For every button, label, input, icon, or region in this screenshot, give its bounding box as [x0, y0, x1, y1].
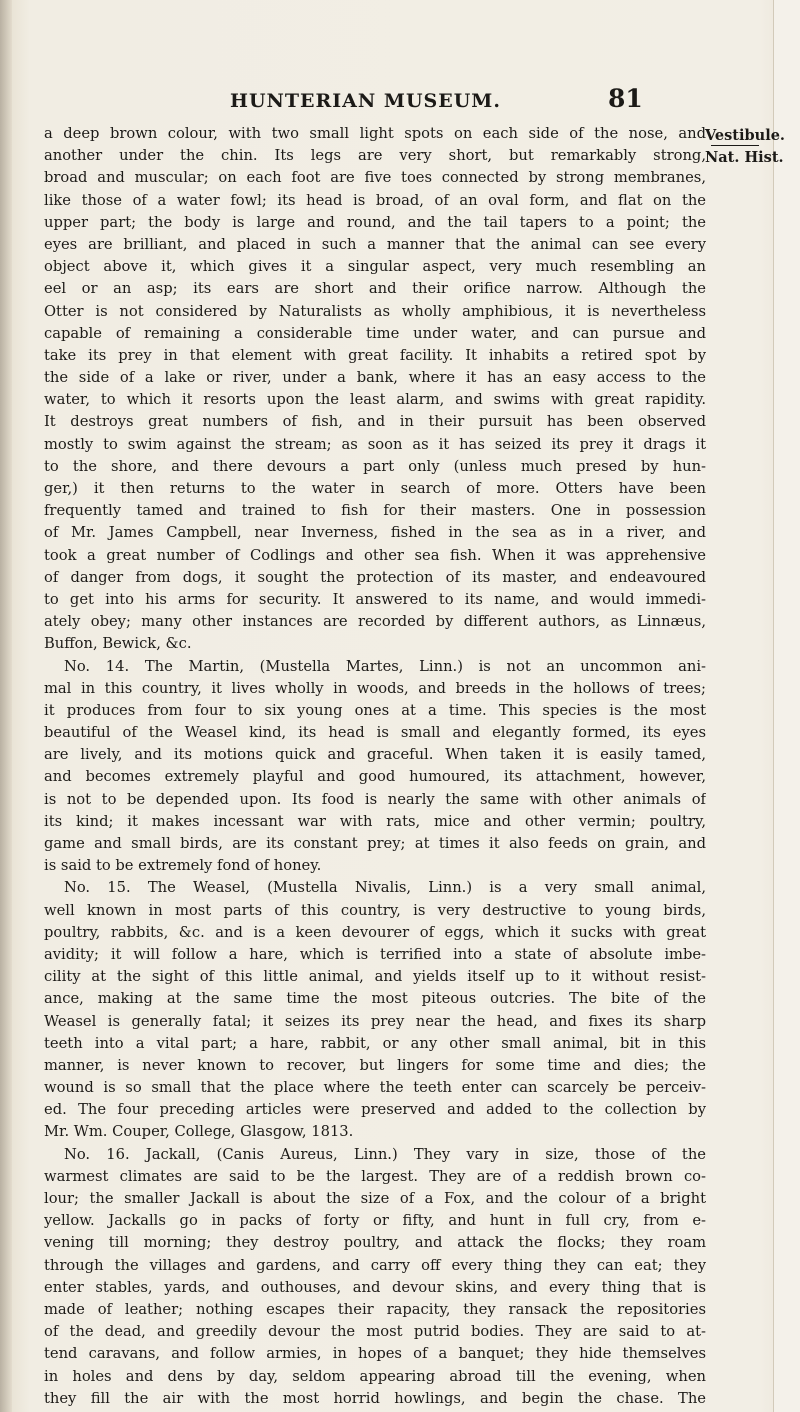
text-line: and becomes extremely playful and good humoured, its attachment, however, — [44, 768, 706, 786]
running-head — [200, 84, 643, 120]
text-line: manner, is never known to recover, but lingers for some time and dies; the — [44, 1056, 706, 1074]
page-number: 81 — [608, 84, 643, 113]
text-line: are lively, and its motions quick and graceful. When taken it is easily tamed, — [44, 746, 706, 764]
text-line: the side of a lake or river, under a bank, where it has an easy access to the — [44, 369, 706, 387]
text-line: another under the chin. Its legs are very short, but remarkably strong, — [44, 147, 706, 165]
text-line: well known in most parts of this country, is very destructive to young birds, — [44, 901, 706, 919]
text-line: yellow. Jackalls go in packs of forty or fifty, and hunt in full cry, from e- — [44, 1212, 706, 1230]
text-line: upper part; the body is large and round, and the tail tapers to a point; the — [44, 213, 706, 231]
text-line: to the shore, and there devours a part only (unless much presed by hun- — [44, 457, 706, 475]
text-line: object above it, which gives it a singular aspect, very much resembling an — [44, 258, 706, 276]
text-line: avidity; it will follow a hare, which is terrified into a state of absolute imbe- — [44, 945, 706, 963]
text-line: frequently tamed and trained to fish for their masters. One in possession — [44, 502, 706, 520]
text-line: broad and muscular; on each foot are five toes connected by strong membranes, — [44, 169, 706, 187]
text-line: game and small birds, are its constant prey; at times it also feeds on grain, and — [44, 835, 706, 852]
text-line: Otter is not considered by Naturalists as wholly amphibious, it is nevertheless — [44, 302, 706, 320]
margin-note-nat-hist-text: Nat. Hist. — [705, 149, 784, 166]
text-line: Buffon, Bewick, &c. — [44, 635, 192, 653]
text-line: took a great number of Codlings and other sea fish. When it was apprehensive — [44, 546, 706, 564]
text-line: No. 16. Jackall, (Canis Aureus, Linn.) They vary in size, those of the — [64, 1145, 706, 1163]
text-line: warmest climates are said to be the largest. They are of a reddish brown co- — [44, 1167, 706, 1185]
text-line: wound is so small that the place where the teeth enter can scarcely be perceiv- — [44, 1079, 706, 1097]
text-line: take its prey in that element with great facility. It inhabits a retired spot by — [44, 346, 706, 364]
text-line: vening till morning; they destroy poultry, and attack the flocks; they roam — [44, 1234, 706, 1252]
text-line: its kind; it makes incessant war with rats, mice and other vermin; poultry, — [44, 812, 706, 830]
text-line: is said to be extremely fond of honey. — [44, 857, 322, 875]
body-text — [44, 123, 706, 1410]
text-line: mal in this country, it lives wholly in woods, and breeds in the hollows of trees; — [44, 679, 706, 697]
text-line: beautiful of the Weasel kind, its head is small and elegantly formed, its eyes — [44, 724, 706, 742]
text-line: No. 14. The Martin, (Mustella Martes, Linn.) is not an uncommon ani- — [64, 657, 706, 675]
text-line: of Mr. James Campbell, near Inverness, fished in the sea as in a river, and — [44, 524, 706, 542]
margin-note-rule — [711, 145, 759, 146]
text-line: ed. The four preceding articles were preserved and added to the collection by — [44, 1101, 706, 1119]
page-right-margin-strip — [773, 0, 800, 1412]
text-line: eel or an asp; its ears are short and their orifice narrow. Although the — [44, 280, 706, 298]
margin-note-vestibule: Vestibule. — [705, 127, 785, 144]
running-head-title: HUNTERIAN MUSEUM. — [230, 90, 501, 112]
text-line: lour; the smaller Jackall is about the size of a Fox, and the colour of a bright — [44, 1190, 706, 1207]
text-line: in holes and dens by day, seldom appearing abroad till the evening, when — [44, 1367, 706, 1385]
text-line: poultry, rabbits, &c. and is a keen devourer of eggs, which it sucks with great — [44, 923, 706, 941]
text-line: teeth into a vital part; a hare, rabbit, or any other small animal, bit in this — [44, 1034, 706, 1052]
text-line: to get into his arms for security. It answered to its name, and would immedi- — [44, 590, 706, 608]
text-line: a deep brown colour, with two small light spots on each side of the nose, and — [44, 125, 706, 142]
text-line: enter stables, yards, and outhouses, and devour skins, and every thing that is — [44, 1278, 706, 1296]
text-line: No. 15. The Weasel, (Mustella Nivalis, Linn.) is a very small animal, — [64, 879, 706, 897]
text-line: made of leather; nothing escapes their rapacity, they ransack the repositories — [44, 1300, 706, 1318]
text-line: It destroys great numbers of fish, and in their pursuit has been observed — [44, 413, 706, 431]
text-line: of the dead, and greedily devour the most putrid bodies. They are said to at- — [44, 1323, 706, 1341]
text-line: eyes are brilliant, and placed in such a manner that the animal can see every — [44, 235, 706, 253]
text-line: water, to which it resorts upon the least alarm, and swims with great rapidity. — [44, 391, 706, 409]
text-line: ance, making at the same time the most piteous outcries. The bite of the — [44, 990, 706, 1008]
text-line: of danger from dogs, it sought the protection of its master, and endeavoured — [44, 568, 706, 586]
text-line: like those of a water fowl; its head is broad, of an oval form, and flat on the — [44, 191, 706, 209]
text-line: tend caravans, and follow armies, in hopes of a banquet; they hide themselves — [44, 1345, 706, 1363]
text-line: capable of remaining a considerable time under water, and can pursue and — [44, 324, 706, 342]
text-line: ger,) it then returns to the water in search of more. Otters have been — [44, 480, 706, 497]
page-gutter-shadow — [0, 0, 12, 1412]
text-line: mostly to swim against the stream; as soon as it has seized its prey it drags it — [44, 435, 706, 453]
text-line: ately obey; many other instances are recorded by different authors, as Linnæus, — [44, 613, 706, 631]
margin-note-nat-hist — [705, 149, 784, 166]
text-line: they fill the air with the most horrid howlings, and begin the chase. The — [44, 1389, 706, 1407]
text-line: through the villages and gardens, and carry off every thing they can eat; they — [44, 1256, 706, 1274]
text-line: it produces from four to six young ones at a time. This species is the most — [44, 701, 706, 719]
text-line: is not to be depended upon. Its food is nearly the same with other animals of — [44, 790, 706, 808]
text-line: cility at the sight of this little animal, and yields itself up to it without resist- — [44, 968, 706, 986]
text-line: Weasel is generally fatal; it seizes its prey near the head, and fixes its sharp — [44, 1012, 706, 1030]
text-line: Mr. Wm. Couper, College, Glasgow, 1813. — [44, 1123, 354, 1141]
